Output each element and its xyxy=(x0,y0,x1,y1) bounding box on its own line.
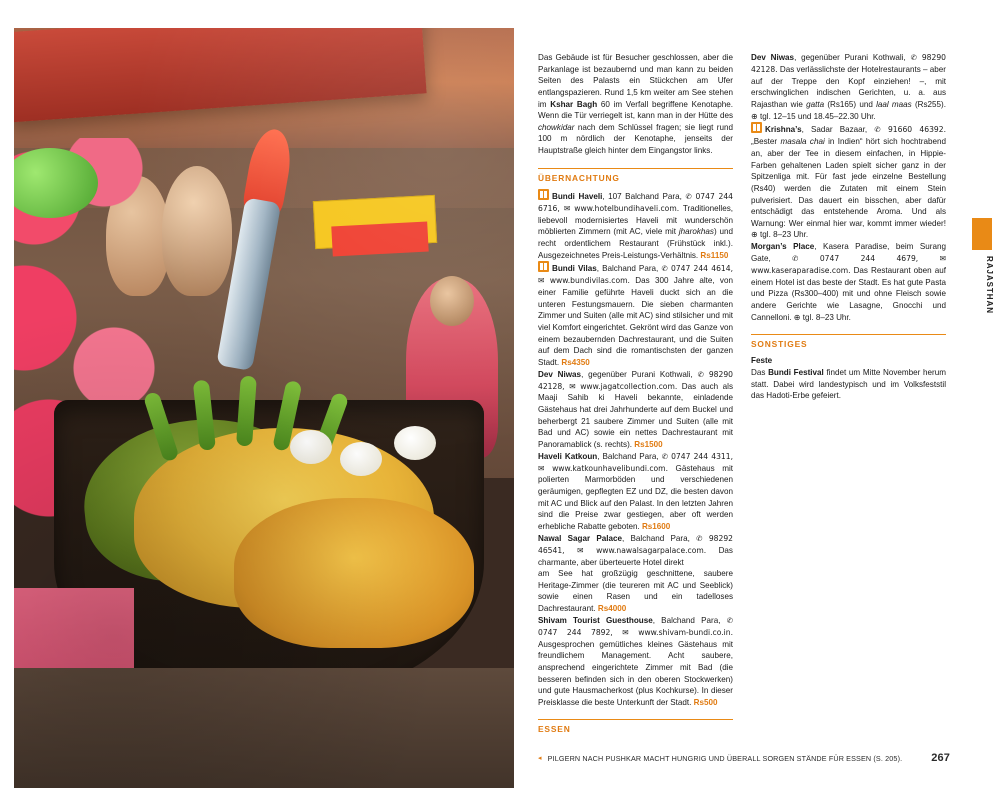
entry-text: Ausgesprochen gemütliches kleines Gästehaus mit freundlichem Management. Acht saubere, ansprechend eingerichtete Zimmer mit Bad (die besseren befinden sich in den oberen Stockwerken) und gute Hausmacherkost (plus Kochkurse). In dieser Preisklasse die beste Unterkunft der Stadt. xyxy=(538,639,733,707)
misc-text-2: findet um Mitte November herum statt. Dabei wird landestypisch und im Volksfeststil das Hadoti-Erbe gefeiert. xyxy=(751,367,946,401)
misc-bold: Bundi Festival xyxy=(768,367,824,377)
entry-address: , gegenüber Purani Kothwali, xyxy=(581,369,698,379)
entry-contact: ✆ 0747 244 4311, ✉ www.katkounhavelibundi.com. xyxy=(538,451,733,473)
section-heading-essen: ESSEN xyxy=(538,719,733,735)
entry-contact: ✆ 0747 244 4679, ✉ www.kaseraparadise.com. xyxy=(751,253,946,275)
section-heading-sonstiges: SONSTIGES xyxy=(751,334,946,350)
entry-krishnas xyxy=(751,122,946,241)
paragraph-intro xyxy=(538,52,733,157)
page-number: 267 xyxy=(931,752,950,764)
entry-haveli-katkoun xyxy=(538,451,733,533)
paragraph-bundi-festival xyxy=(751,367,946,402)
photo-street-food xyxy=(14,28,514,788)
entry-text: Das Restaurant oben auf einem Hotel ist das beste der Stadt. Es hat gute Pasta und Pizza (Rs300–400) mit und ohne Fleisch sowie andere Gerichte wie Lasagne, Gnocchi und Cannelloni. ⊕ tgl. 8–23 Uhr. xyxy=(751,265,946,322)
entry-name: Dev Niwas xyxy=(751,53,795,62)
entry-name: Morgan’s Place xyxy=(751,242,815,252)
entry-name: Bundi Vilas xyxy=(552,264,597,274)
entry-price: Rs1500 xyxy=(634,440,663,449)
entry-bundi-haveli xyxy=(538,189,733,261)
entry-text-italic: jharokhas xyxy=(678,227,714,237)
entry-address: , 107 Balchand Para, xyxy=(602,191,686,201)
entry-address: , Sadar Bazaar, xyxy=(801,125,875,135)
entry-contact: ✆ 98290 42128, ✉ www.jagatcollection.com. xyxy=(538,369,733,391)
entry-address: , Balchand Para, xyxy=(652,615,727,625)
paragraph-continuation xyxy=(538,568,733,615)
page-footer xyxy=(538,752,950,764)
entry-shivam-tourist-guesthouse xyxy=(538,615,733,709)
entry-contact: ✆ 98290 42128. xyxy=(751,53,946,74)
entry-contact: ✆ 0747 244 6716, ✉ www.hotelbundihaveli.com. xyxy=(538,191,734,213)
section-heading-uebernachtung: ÜBERNACHTUNG xyxy=(538,168,733,184)
chapter-tab-marker xyxy=(972,218,992,250)
misc-text-1: Das xyxy=(751,367,769,377)
entry-name: Nawal Sagar Palace xyxy=(538,533,623,543)
hotel-icon xyxy=(751,122,762,133)
entry-morgans-place xyxy=(751,241,946,323)
intro-text-2: 60 im Verfall begriffene Kenotaphe. Wenn die Tür verriegelt ist, kann man in der Hütte des xyxy=(538,99,733,121)
entry-name: Dev Niwas xyxy=(538,369,582,379)
photo-egg xyxy=(340,442,382,476)
hotel-icon xyxy=(538,189,549,200)
entry-text-2: in Indien“ hört sich hochtrabend an, aber der Tee in diesem einfachen, in Hippie-Farben gehaltenen Laden spielt sicher ganz in der Spitzenliga mit. Für fast jede einzelne Bestellung (Rs40) werden die Zutaten mit einem Stein pulverisiert. Das dauert ein bisschen, aber dafür entschädigt das entstehende Aroma. Und als Warnung: Wer einmal hier war, kommt immer wieder! ⊕ tgl. 8–23 Uhr. xyxy=(751,137,946,240)
footer-marker-icon: ◂ xyxy=(538,755,542,762)
entry-dev-niwas-stay xyxy=(538,369,733,451)
entry-text: Das 300 Jahre alte, von einer Familie geführte Haveli duckt sich an die unteren Festungsmauern. Die sieben charmanten Zimmer und Suiten (alle mit AC) sind stilsicher und mit viel Komfort eingerichtet. Gekrönt wird das Ganze von einem bezaubernden Dachrestaurant, und die Suiten auf dem Dach sind die romantischsten der ganzen Stadt. xyxy=(538,276,733,367)
entry-address: , Balchand Para, xyxy=(622,533,697,543)
entry-text: Das auch als Maaji Sahib ki Haveli bekannte, einladende Gästehaus hat drei Jahrhunderte auf dem Buckel und beherbergt 21 saubere Zimmer und Suiten (alle mit Bad und AC) sowie ein nettes Dachrestaurant mit Panoramablick (s. rechts). xyxy=(538,381,733,449)
entry-address: , gegenüber Purani Kothwali, xyxy=(794,53,911,62)
photo-counter xyxy=(14,668,514,788)
entry-price: Rs1150 xyxy=(700,250,729,260)
entry-text-italic: gatta xyxy=(806,100,825,110)
entry-text: „Bester xyxy=(751,137,781,147)
continuation-text: am See hat großzügig geschnittene, saubere Heritage-Zimmer (die teureren mit AC und Seeblick) sowie einen Rasen und ein tadelloses Dachrestaurant. xyxy=(538,569,733,614)
entry-text-2: (Rs165) und xyxy=(824,100,877,110)
photo-egg xyxy=(394,426,436,460)
entry-address: , Kasera Paradise, beim Surang Gate, xyxy=(751,242,946,263)
entry-name: Shivam Tourist Guesthouse xyxy=(538,615,653,625)
intro-italic: chowkidar xyxy=(538,122,575,132)
text-columns xyxy=(538,52,946,742)
entry-text: Das verlässlichste der Hotelrestaurants – aber auf der Treppe den Kopf einziehen! –, mit erschwinglichen indischen Gerichten, u. a. aus Rajasthan wie xyxy=(751,64,946,110)
entry-address: , Balchand Para, xyxy=(596,264,662,274)
entry-text-3: (Rs255). ⊕ tgl. 12–15 und 18.45–22.30 Uhr. xyxy=(751,100,946,121)
chapter-tab-label: RAJASTHAN xyxy=(985,256,994,314)
subheading-feste: Feste xyxy=(751,356,773,366)
entry-text-2: ) und recht ordentlichem Restaurant (Frühstück inkl.). Ausgezeichnetes Preis-Leistungs-Verhältnis. xyxy=(538,227,733,260)
entry-contact: ✆ 0747 244 7892, ✉ www.shivam-bundi.co.in. xyxy=(538,615,733,637)
intro-text-1: Das Gebäude ist für Besucher geschlossen, aber die Parkanlage ist bezaubernd und man kann zu beiden Seiten des Palasts ein Stückchen am Ufer entlangspazieren. Rund 1,5 km weiter am See stehen im xyxy=(538,53,733,109)
entry-price: Rs500 xyxy=(693,697,718,707)
entry-name: Krishna’s xyxy=(765,125,802,135)
page-text-area xyxy=(538,52,946,752)
intro-bold: Kshar Bagh xyxy=(550,99,598,109)
hotel-icon xyxy=(538,261,549,272)
entry-price: Rs4350 xyxy=(561,357,590,367)
entry-text: Traditionelles, liebevoll modernisiertes Haveli mit wunderschön möblierten Zimmern (mit AC, viele mit xyxy=(538,203,733,237)
entry-price: Rs1600 xyxy=(641,522,671,532)
entry-text: Gästehaus mit polierten Marmorböden und verschiedenen geräumigen, gepflegten EZ und DZ, die besten davon mit AC und Blick auf den Palast. In den letzten Jahren sind die Preise zwar gestiegen, aber oft werden erhebliche Rabatte geboten. xyxy=(538,463,733,532)
footer-caption: PILGERN NACH PUSHKAR MACHT HUNGRIG UND ÜBERALL SORGEN STÄNDE FÜR ESSEN (S. 205). xyxy=(547,753,903,763)
entry-name: Haveli Katkoun xyxy=(538,451,598,461)
photo-banner-red xyxy=(331,222,428,257)
photo-egg xyxy=(290,430,332,464)
entry-dev-niwas-food xyxy=(751,52,946,122)
entry-address: , Balchand Para, xyxy=(597,451,662,461)
entry-contact: ✆ 0747 244 4614, ✉ www.bundivilas.com. xyxy=(538,264,733,286)
entry-text-italic: masala chai xyxy=(780,137,825,147)
entry-nawal-sagar-palace xyxy=(538,533,733,568)
photo-food-yellow xyxy=(234,498,474,648)
entry-name: Bundi Haveli xyxy=(552,191,603,201)
continuation-price: Rs4000 xyxy=(597,604,627,614)
entry-contact: ✆ 98292 46541, ✉ www.nawalsagarpalace.com. xyxy=(538,533,733,555)
photo-woman-head xyxy=(430,276,474,326)
intro-text-3: nach dem Schlüssel fragen; sie liegt rund 100 m nördlich der Kenotaphe, jenseits der Hauptstraße gleich hinter dem Eingangstor links. xyxy=(538,122,733,156)
entry-contact: ✆ 91660 46392. xyxy=(874,125,946,135)
entry-bundi-vilas xyxy=(538,261,733,368)
entry-text-italic-2: laal maas xyxy=(876,100,912,110)
entry-text: Das charmante, aber überteuerte Hotel direkt xyxy=(538,545,733,567)
